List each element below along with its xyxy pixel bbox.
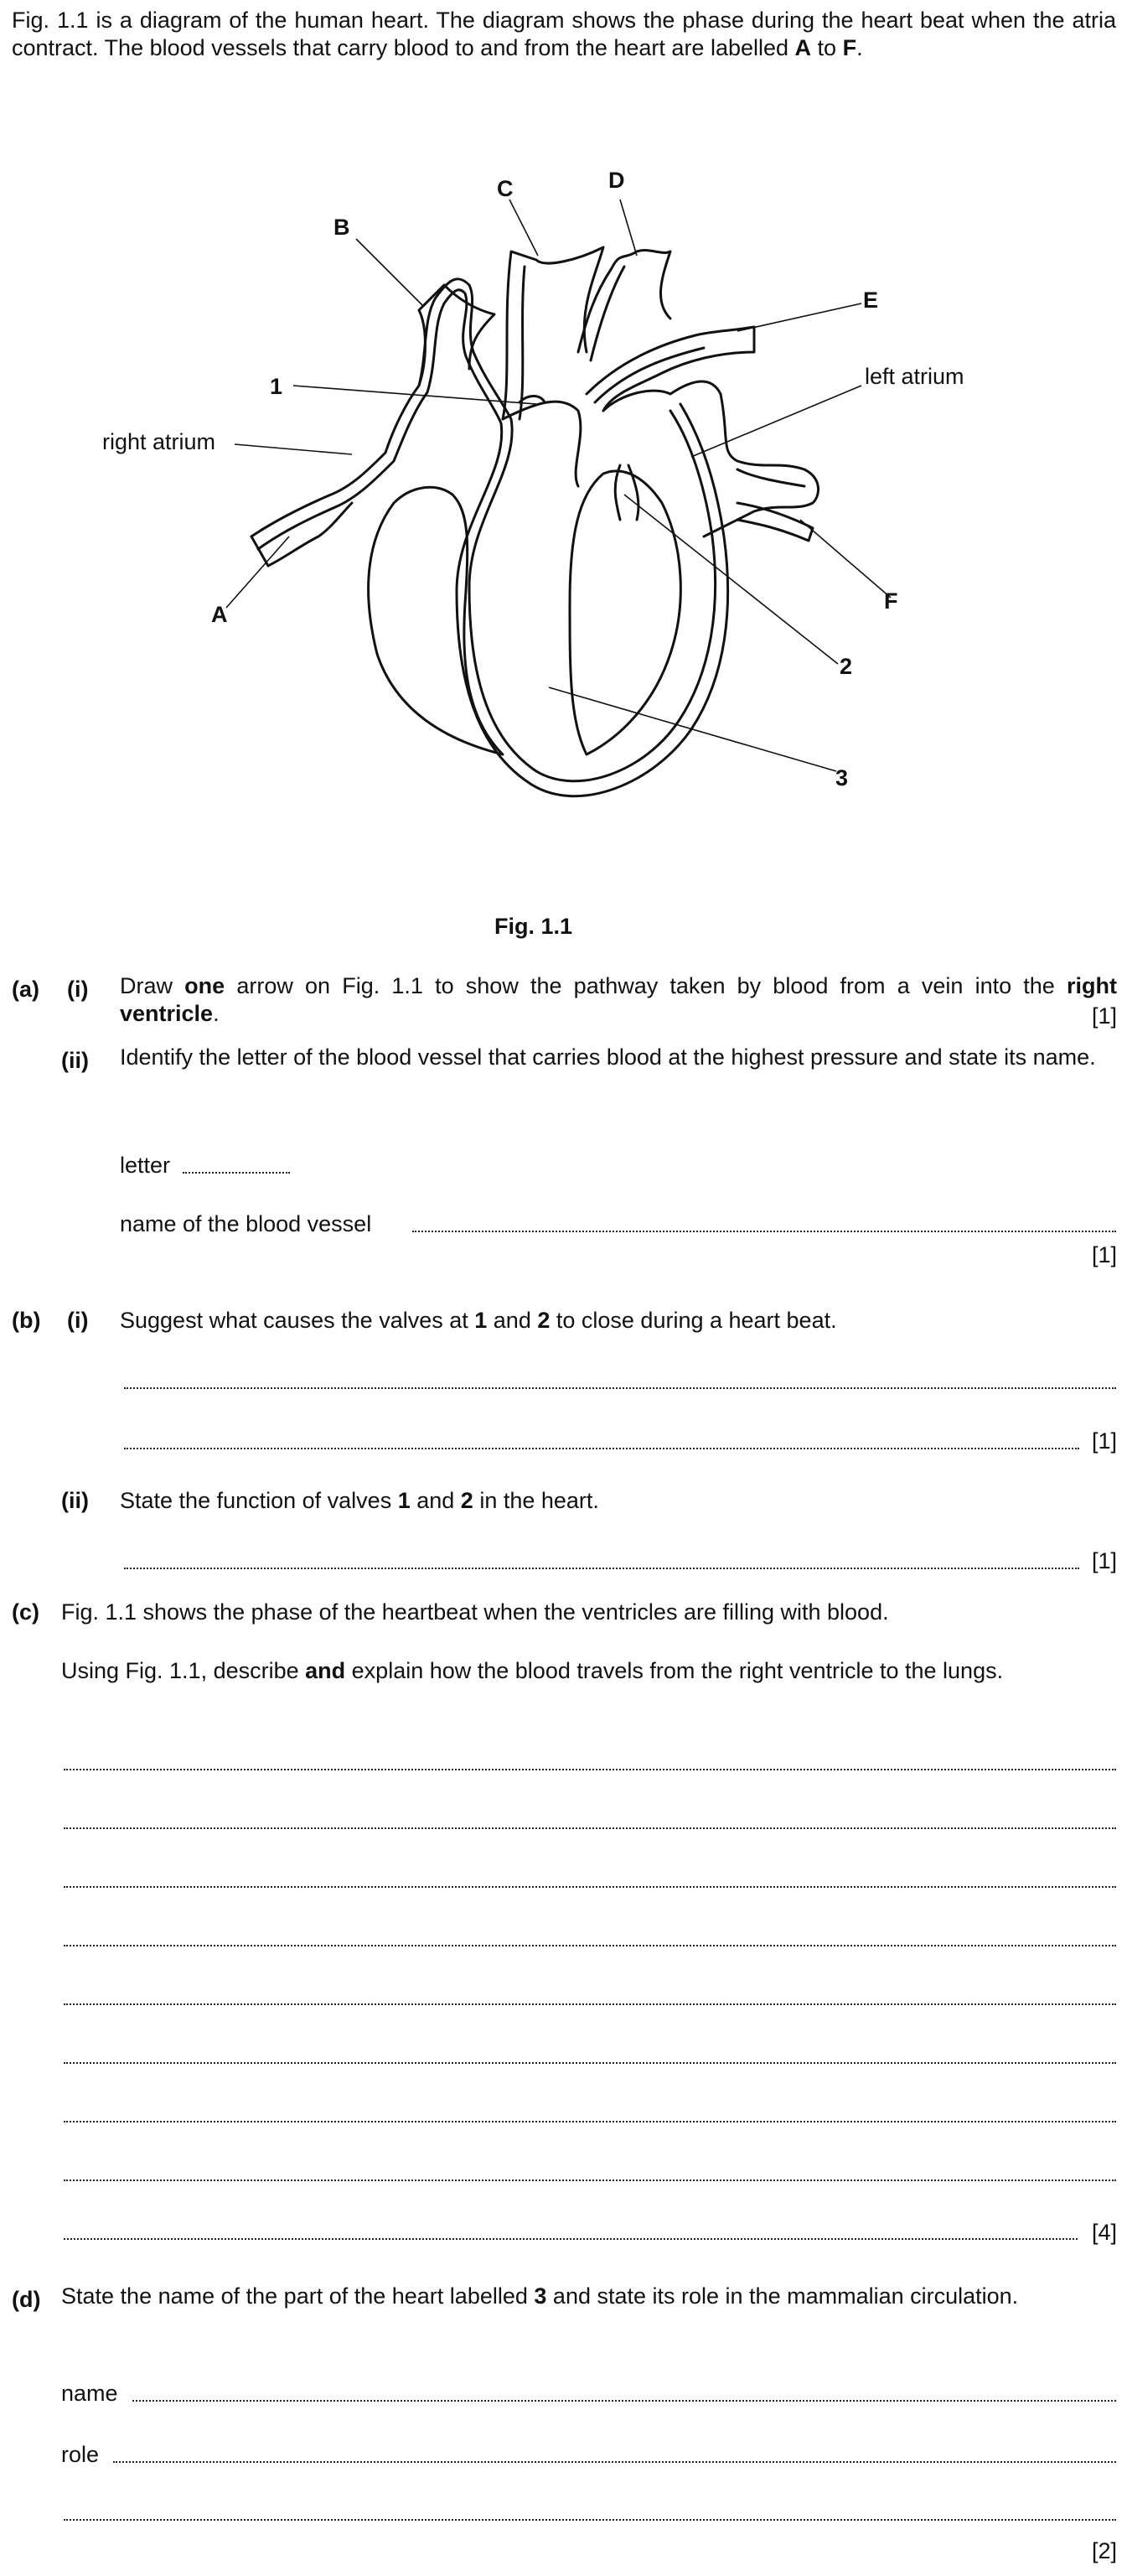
marks-a-i: [1] [1091,1003,1117,1029]
leader-F [800,520,891,598]
valve-1 [520,397,545,403]
c-answer-line-4[interactable] [64,1945,1116,1946]
d-answer-line-3[interactable] [64,2519,1116,2521]
b-i-answer-line-2[interactable] [124,1448,1079,1449]
right-ventricle-wall [369,487,503,754]
d-role-answer-line[interactable] [113,2461,1116,2463]
d-name-answer-line[interactable] [132,2400,1116,2402]
part-c-text-2: Using Fig. 1.1, describe and explain how the blood travels from the right ventricle to the lungs. [61,1658,1004,1683]
part-a-ii-text: Identify the letter of the blood vessel that carries blood at the highest pressure and state its name. [120,1044,1096,1070]
leader-left-atrium [691,386,861,457]
d-name-label: name [61,2381,118,2406]
label-E: E [863,288,879,313]
marks-d: [2] [1091,2538,1117,2563]
label-B: B [333,215,350,240]
part-b-i-label: (i) [67,1308,89,1333]
b-ii-answer-line[interactable] [124,1568,1079,1569]
marks-c: [4] [1091,2220,1117,2245]
left-ventricle-wall [570,471,680,754]
leader-B [356,239,423,306]
intro-text: Fig. 1.1 is a diagram of the human heart. The diagram shows the phase during the heart beat when the atria contract. The blood vessels that carry blood to and from the heart are labelled A to F. [12,8,1116,60]
marks-a-ii: [1] [1091,1242,1117,1267]
part-a-i-label: (i) [67,977,89,1002]
heart-outer-wall [251,279,716,781]
leader-3 [549,687,836,771]
part-a-i-text: Draw one arrow on Fig. 1.1 to show the pathway taken by blood from a vein into the right ventricle. [120,973,1117,1026]
leader-2 [624,495,838,664]
c-answer-line-6[interactable] [64,2062,1116,2064]
leader-right-atrium [235,444,352,454]
letter-label: letter [120,1153,171,1178]
c-answer-line-1[interactable] [64,1769,1116,1770]
vessel-name-label: name of the blood vessel [120,1211,372,1236]
left-atrium-wall [603,381,819,536]
leader-1 [293,386,536,404]
leader-D [620,200,637,256]
label-right-atrium: right atrium [102,429,216,454]
label-1: 1 [270,374,283,399]
d-role-label: role [61,2442,100,2467]
label-A: A [211,602,228,627]
part-c-label: (c) [12,1599,39,1625]
label-left-atrium: left atrium [865,364,964,389]
part-d-label: (d) [12,2287,41,2312]
label-D: D [608,168,625,193]
label-C: C [497,176,514,201]
c-answer-line-5[interactable] [64,2003,1116,2005]
b-i-answer-line-1[interactable] [124,1387,1116,1389]
figure-caption: Fig. 1.1 [494,914,573,939]
vessel-F [737,469,813,541]
part-a-ii-label: (ii) [61,1048,89,1073]
part-b-label: (b) [12,1308,41,1333]
leader-C [509,200,538,256]
vessel-A [251,503,352,566]
c-answer-line-9[interactable] [64,2238,1078,2240]
vessel-name-answer-line[interactable] [412,1231,1116,1232]
part-d-text: State the name of the part of the heart labelled 3 and state its role in the mammalian circulation. [61,2283,1019,2309]
leader-E [737,303,861,331]
vessel-E [587,327,754,411]
label-F: F [884,588,898,614]
c-answer-line-7[interactable] [64,2121,1116,2122]
label-2: 2 [840,654,853,679]
letter-answer-line[interactable] [183,1172,290,1174]
part-b-ii-text: State the function of valves 1 and 2 in the heart. [120,1488,599,1513]
label-3: 3 [835,765,849,790]
part-b-ii-label: (ii) [61,1488,89,1513]
part-a-label: (a) [12,977,39,1002]
c-answer-line-3[interactable] [64,1886,1116,1888]
c-answer-line-2[interactable] [64,1827,1116,1829]
c-answer-line-8[interactable] [64,2179,1116,2181]
part-b-i-text: Suggest what causes the valves at 1 and 2 to close during a heart beat. [120,1308,837,1333]
marks-b-ii: [1] [1091,1548,1117,1573]
part-c-text: Fig. 1.1 shows the phase of the heartbeat when the ventricles are filling with blood. [61,1599,889,1625]
marks-b-i: [1] [1091,1428,1117,1454]
heart-diagram [0,0,1127,922]
